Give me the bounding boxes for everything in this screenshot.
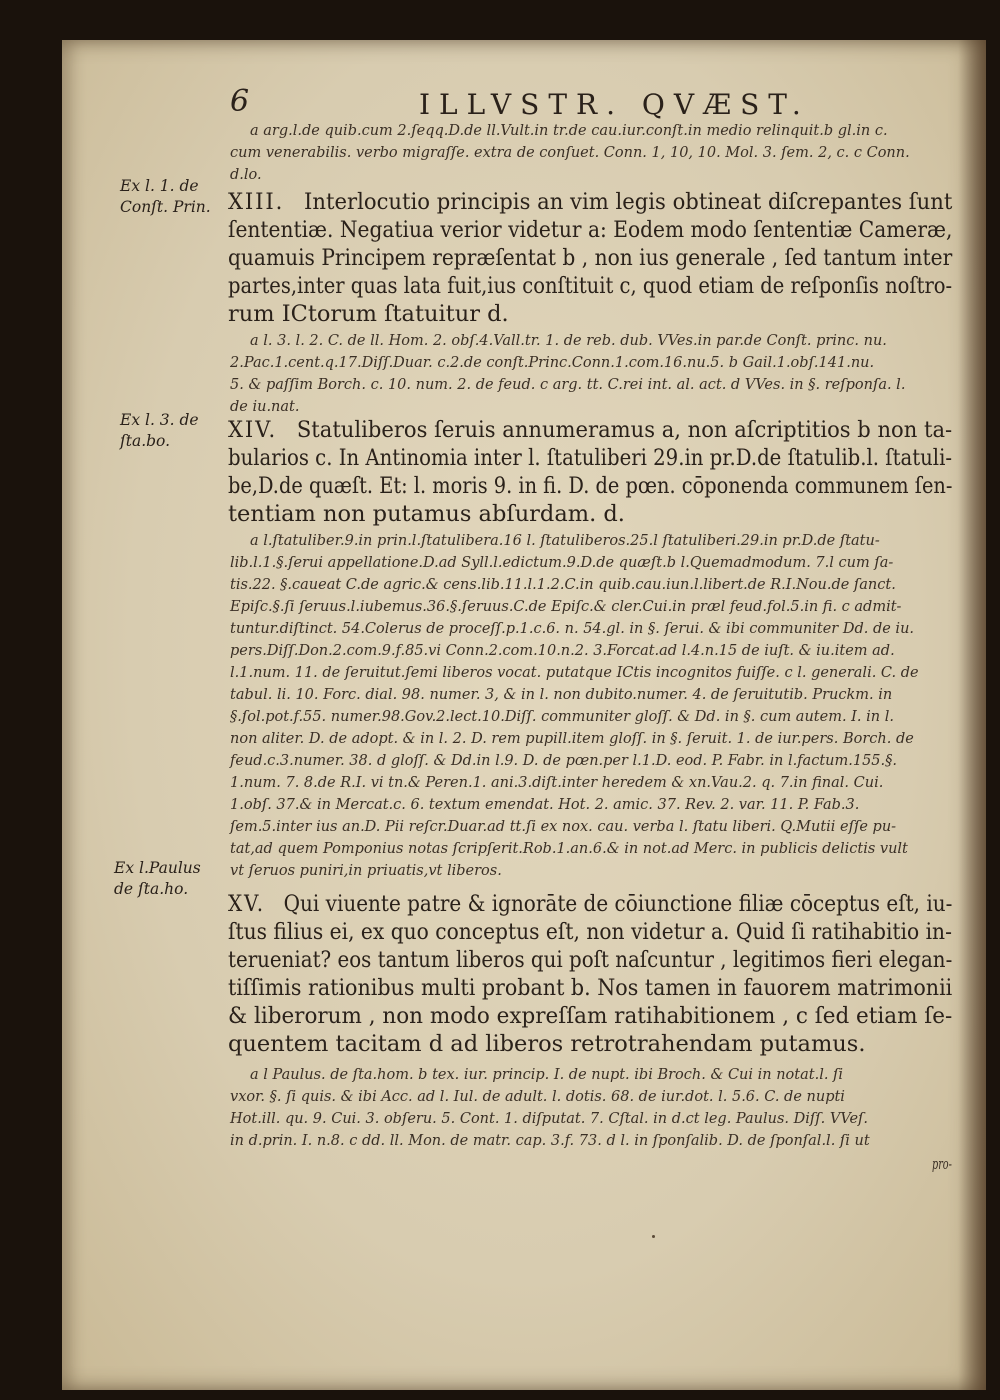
section-line: ſtus filius ei, ex quo conceptus eſt, non videtur a. Quid ſi ratihabitio in- [228, 919, 952, 945]
note-line: tuntur.diſtinct. 54.Colerus de proceſſ.p.1.c.6. n. 54.gl. in §. ſerui. & ibi communiter Dd. de iu. [230, 621, 915, 637]
section-line: quentem tacitam d ad liberos retrotrahendam putamus. [228, 1031, 866, 1057]
note-line: lib.l.1.§.ſerui appellatione.D.ad Syll.l.edictum.9.D.de quæſt.b l.Quemadmodum. 7.l cum ſa- [230, 555, 894, 571]
note-line: vxor. §. ſi quis. & ibi Acc. ad l. Iul. de adult. l. dotis. 68. de iur.dot. l. 5.6. C. de nupti [230, 1089, 845, 1105]
note-line: a l.ſtatuliber.9.in prin.l.ſtatulibera.16 l. ſtatuliberos.25.l ſtatuliberi.29.in pr.D.de ſtatu- [250, 533, 880, 549]
section-line: tiſſimis rationibus multi probant b. Nos tamen in fauorem matrimonii [228, 975, 953, 1001]
note-line: a l Paulus. de ſta.hom. b tex. iur. princip. I. de nupt. ibi Broch. & Cui in notat.l. ſi [250, 1067, 844, 1083]
note-line: 1.obſ. 37.& in Mercat.c. 6. textum emendat. Hot. 2. amic. 37. Rev. 2. var. 11. P. Fab.3. [230, 797, 860, 813]
note-line: tis.22. §.caueat C.de agric.& cens.lib.11.l.1.2.C.in quib.cau.iun.l.libert.de R.I.Nou.de ſanct. [230, 577, 896, 593]
note-line: vt ſeruos puniri,in priuatis,vt liberos. [230, 863, 502, 879]
section-number: XIII. [228, 189, 285, 215]
note-line: tabul. li. 10. Forc. dial. 98. numer. 3, & in l. non dubito.numer. 4. de ſeruitutib. Pruckm. in [230, 687, 893, 703]
note-line: 5. & paſſim Borch. c. 10. num. 2. de feud. c arg. tt. C.rei int. al. act. d VVes. in §. reſponſa. l. [230, 377, 906, 393]
section-line: XV. Qui viuente patre & ignorāte de cōiunctione filiæ cōceptus eſt, iu- [228, 891, 953, 917]
section-line: & liberorum , non modo expreſſam ratihabitionem , c ſed etiam ſe- [228, 1003, 953, 1029]
note-line: l.1.num. 11. de ſeruitut.ſemi liberos vocat. putatque ICtis incognitos fuiſſe. c l. generali. C. de [230, 665, 919, 681]
note-line: non aliter. D. de adopt. & in l. 2. D. rem pupill.item gloſſ. in §. ſeruit. 1. de iur.pers. Borch. de [230, 731, 914, 747]
running-head: ILLVSTR. QVÆST. [419, 88, 810, 121]
section-line: quamuis Principem repræſentat b , non ius generale , ſed tantum inter [228, 245, 953, 271]
margin-note: Ex l. 3. de ſta.bo. [120, 411, 199, 450]
note-line: Epiſc.§.ſi ſeruus.l.iubemus.36.§.ſeruus.C.de Epiſc.& cler.Cui.in præl feud.fol.5.in fi. c admit- [230, 599, 902, 615]
catchword: pro- [932, 1157, 952, 1173]
section-line: ſententiæ. Negatiua verior videtur a: Eodem modo ſententiæ Cameræ, [228, 217, 953, 243]
margin-note: Ex l.Paulus de ſta.ho. [114, 859, 201, 898]
section-line: rum ICtorum ſtatuitur d. [228, 301, 509, 327]
note-line: feud.c.3.numer. 38. d gloſſ. & Dd.in l.9. D. de pœn.per l.1.D. eod. P. Fabr. in l.factum.155.§. [230, 753, 897, 769]
note-line: a arg.l.de quib.cum 2.ſeqq.D.de ll.Vult.in tr.de cau.iur.conſt.in medio relinquit.b gl.in c. [250, 123, 888, 139]
note-line: a l. 3. l. 2. C. de ll. Hom. 2. obſ.4.Vall.tr. 1. de reb. dub. VVes.in par.de Conſt. princ. nu. [250, 333, 887, 349]
section-number: XV. [228, 891, 265, 917]
note-line: 1.num. 7. 8.de R.I. vi tn.& Peren.1. ani.3.diſt.inter heredem & xn.Vau.2. q. 7.in final. Cui. [230, 775, 884, 791]
section-line: XIV. Statuliberos ſeruis annumeramus a, non aſcriptitios b non ta- [228, 417, 953, 443]
note-line: ſem.5.inter ius an.D. Pii reſcr.Duar.ad tt.ſi ex nox. cau. verba l. ſtatu liberi. Q.Mutii eſſe pu- [230, 819, 897, 835]
section-line: terueniat? eos tantum liberos qui poſt naſcuntur , legitimos fieri elegan- [228, 947, 953, 973]
note-line: Hot.ill. qu. 9. Cui. 3. obſeru. 5. Cont. 1. diſputat. 7. Cſtal. in d.ct leg. Paulus. Diſſ. VVeſ. [230, 1111, 869, 1127]
note-line: cum venerabilis. verbo migraſſe. extra de conſuet. Conn. 1, 10, 10. Mol. 3. ſem. 2, c. c Conn. [230, 145, 910, 161]
note-line: in d.prin. I. n.8. c dd. ll. Mon. de matr. cap. 3.f. 73. d l. in ſponſalib. D. de ſponſal.l. ſi ut [230, 1133, 870, 1149]
note-line: pers.Diſſ.Don.2.com.9.f.85.vi Conn.2.com.10.n.2. 3.Forcat.ad l.4.n.15 de iuſt. & iu.item ad. [230, 643, 895, 659]
section-line: bularios c. In Antinomia inter l. ſtatuliberi 29.in pr.D.de ſtatulib.l. ſtatuli- [228, 445, 953, 471]
section-number: XIV. [228, 417, 278, 443]
book-page [62, 40, 986, 1390]
page-gutter-shadow [958, 40, 986, 1390]
section-line: tentiam non putamus abſurdam. d. [228, 501, 625, 527]
paper-speck [652, 1235, 655, 1238]
section-line: be,D.de quæſt. Et: l. moris 9. in fi. D. de pœn. cōponenda communem ſen- [228, 473, 953, 499]
note-line: §.ſol.pot.f.55. numer.98.Gov.2.lect.10.Diſſ. communiter gloſſ. & Dd. in §. cum autem. I. in l. [230, 709, 894, 725]
section-line: partes,inter quas lata fuit,ius conſtituit c, quod etiam de reſponſis noſtro- [228, 273, 953, 299]
section-line: XIII. Interlocutio principis an vim legis obtineat diſcrepantes ſunt [228, 189, 953, 215]
note-line: 2.Pac.1.cent.q.17.Diſſ.Duar. c.2.de conſt.Princ.Conn.1.com.16.nu.5. b Gail.1.obſ.141.nu. [230, 355, 875, 371]
note-line: tat,ad quem Pomponius notas ſcripſerit.Rob.1.an.6.& in not.ad Merc. in publicis delictis vult [230, 841, 908, 857]
note-line: d.lo. [230, 167, 262, 183]
folio-number: 6 [230, 84, 250, 119]
note-line: de iu.nat. [230, 399, 300, 415]
margin-note: Ex l. 1. de Conſt. Prin. [120, 177, 211, 216]
